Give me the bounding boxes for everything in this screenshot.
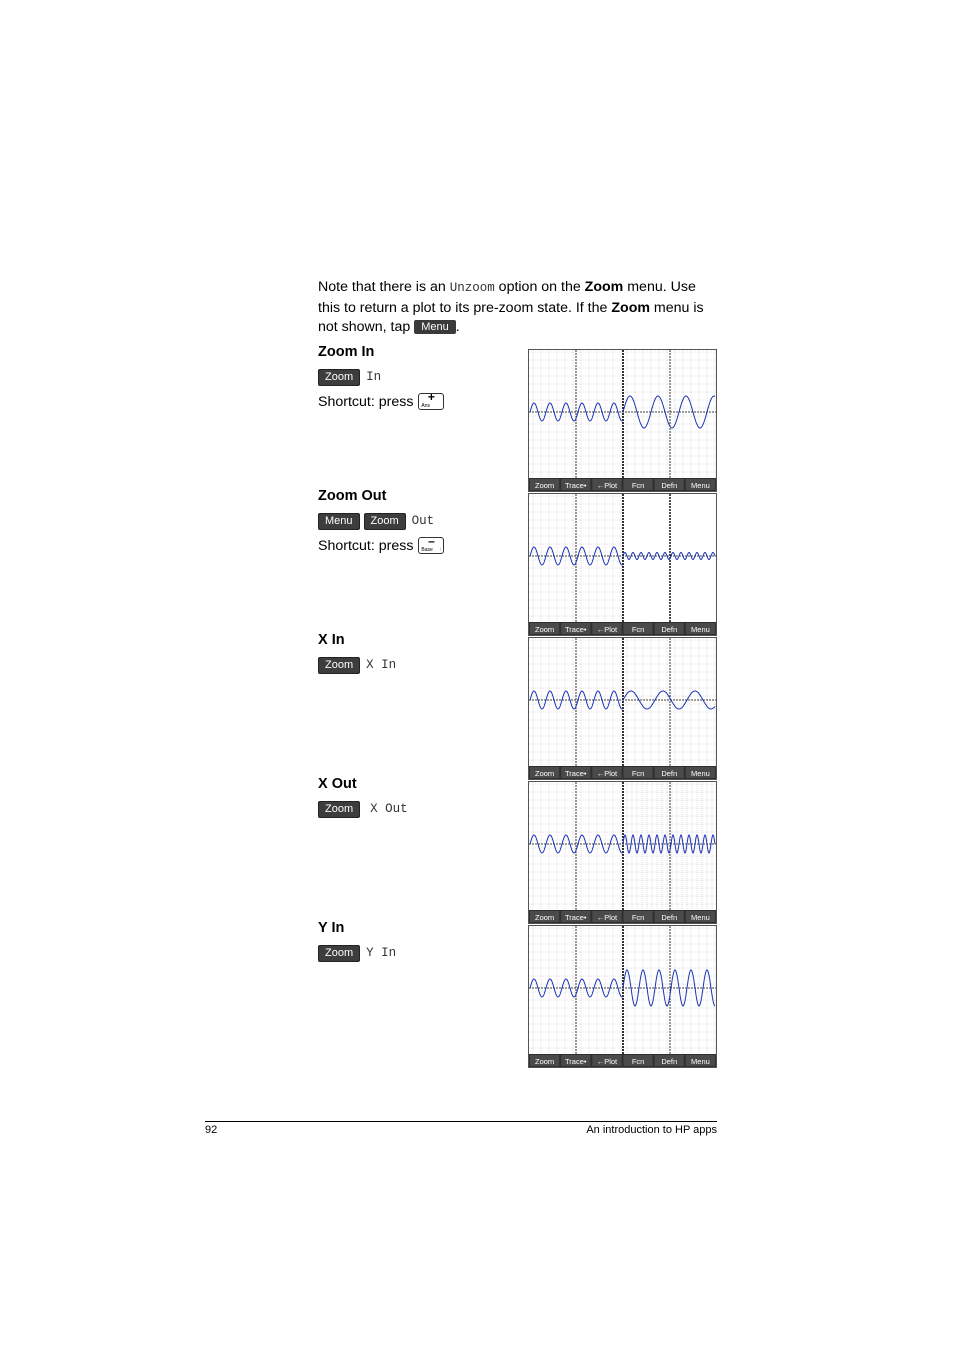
softkey-label: Fcn [631,913,645,922]
softkey-label: Defn [661,913,678,922]
key-sequence [318,511,518,531]
softkey-label: Defn [661,481,678,490]
calculator-screen-zoom-out [528,493,717,636]
shortcut-line [318,390,518,410]
zoom-bold-2: Zoom [611,299,650,316]
plot-x-in [529,638,716,779]
intro-text-5: . [455,319,460,335]
zoom-option: Out [411,514,435,528]
softkey-label: Menu [691,769,710,778]
zoom-softkey: Zoom [318,369,360,386]
zoom-softkey: Zoom [364,513,406,530]
softkey-label: Defn [661,625,678,634]
key-sequence [318,943,518,963]
shortcut-line [318,534,518,554]
plot-x-out [529,782,716,923]
softkey-label: ←Plot [596,481,618,490]
softkey-label: Fcn [631,1057,645,1066]
footer-rule [205,1121,717,1122]
curve-left [530,979,623,997]
curve-left [530,547,623,565]
softkey-label: Defn [661,1057,678,1066]
plus-key-label: + [427,390,435,404]
footer-title: An introduction to HP apps [586,1124,717,1136]
softkey-label: ←Plot [596,769,618,778]
softkey-label: Menu [691,625,710,634]
calculator-screen-x-out [528,781,717,924]
softkey-label: Menu [691,913,710,922]
softkey-label: Trace• [564,1057,587,1066]
minus-key-sublabel-2: : [440,547,442,553]
section-heading: X In [318,632,345,648]
minus-key-label: – [428,534,435,548]
key-sequence [318,655,518,675]
softkey-label: ←Plot [596,625,618,634]
shortcut-label: Shortcut: press [318,393,414,410]
plus-key-icon [418,390,444,410]
softkey-label: Zoom [534,625,555,634]
softkey-label: Fcn [631,769,645,778]
section-x-in [318,631,518,675]
section-heading: Zoom Out [318,488,387,504]
shortcut-label: Shortcut: press [318,537,414,554]
unzoom-option: Unzoom [449,281,495,295]
minus-key-icon [418,534,444,554]
intro-paragraph [318,278,718,338]
zoom-option: Y In [366,946,397,960]
softkey-label: Fcn [631,625,645,634]
zoom-softkey: Zoom [318,657,360,674]
intro-text-4: menu is not shown, tap [318,299,704,335]
softkey-label: Zoom [534,913,555,922]
plot-zoom-in [529,350,716,491]
plus-key-sublabel: Ans [421,403,431,409]
softkey-label: Zoom [534,481,555,490]
zoom-option: X Out [370,802,408,816]
section-x-out [318,775,518,819]
softkey-label: Menu [691,481,710,490]
intro-text-1: Note that there is an [318,279,450,295]
calculator-screen-zoom-in [528,349,717,492]
softkey-label: ←Plot [596,913,618,922]
menu-softkey: Menu [318,513,360,530]
curve-left [530,403,623,421]
softkey-label: Trace• [564,769,587,778]
zoom-option: In [366,370,382,384]
intro-text-3: menu. Use this to return a plot to its pre-zoom state. If the [318,279,696,316]
section-y-in [318,919,518,963]
section-zoom-out [318,487,518,554]
section-heading: Y In [318,920,345,936]
intro-text-2: option on the [494,279,585,295]
section-heading: X Out [318,776,357,792]
zoom-option: X In [366,658,397,672]
softkey-label: Fcn [631,481,645,490]
zoom-softkey: Zoom [318,945,360,962]
softkey-label: Zoom [534,769,555,778]
menu-key: Menu [414,320,456,334]
zoom-bold: Zoom [584,279,624,295]
softkey-label: Trace• [564,625,587,634]
zoom-softkey: Zoom [318,801,360,818]
softkey-label: Trace• [564,481,587,490]
section-zoom-in [318,343,518,410]
softkey-label: Defn [661,769,678,778]
softkey-label: Menu [691,1057,710,1066]
key-sequence [318,367,518,387]
minus-key-sublabel: Base [421,547,433,553]
calculator-screen-y-in [528,925,717,1068]
plot-zoom-out [529,494,716,635]
curve-left [530,835,623,853]
plot-y-in [529,926,716,1067]
softkey-label: Zoom [534,1057,555,1066]
calculator-screen-x-in [528,637,717,780]
softkey-label: ←Plot [596,1057,618,1066]
section-heading: Zoom In [318,344,375,360]
softkey-label: Trace• [564,913,587,922]
key-sequence [318,799,518,819]
curve-left [530,691,623,709]
page-number: 92 [205,1124,218,1136]
